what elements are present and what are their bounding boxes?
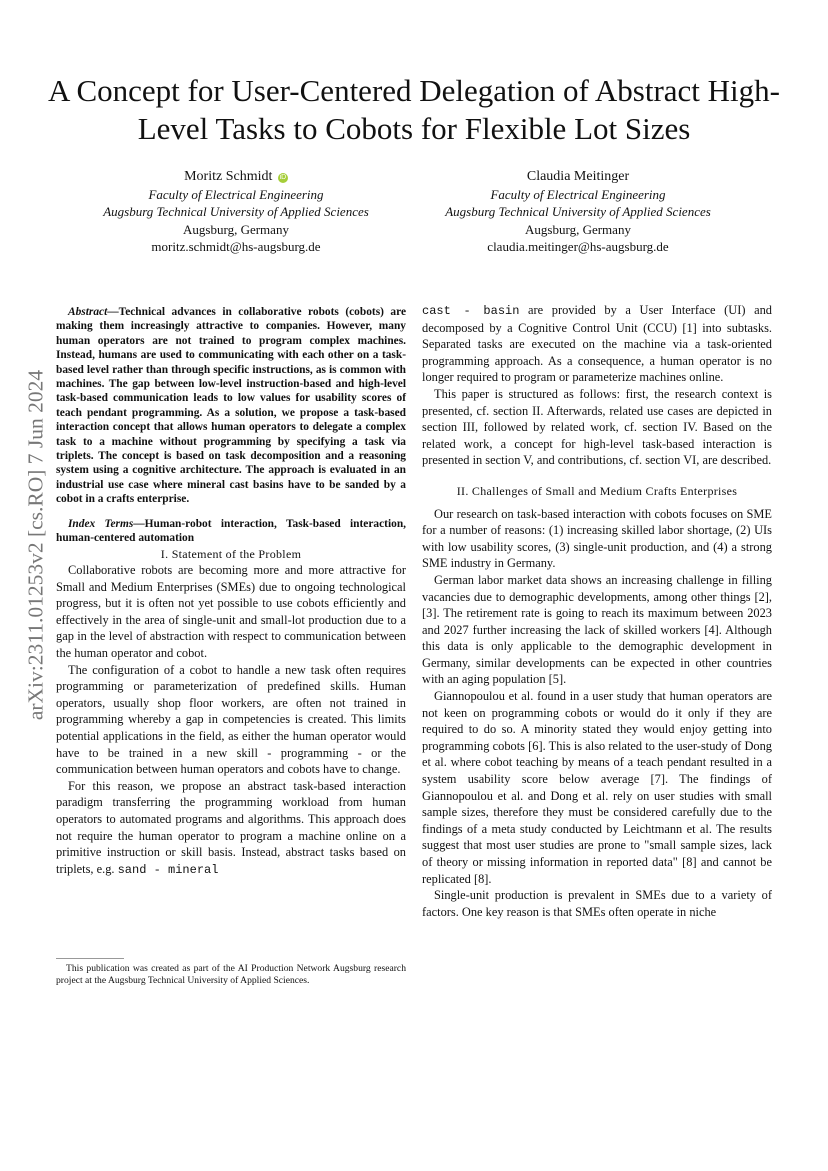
paragraph: German labor market data shows an increasing challenge in filling vacancies due to demographic developments, among other things [2], [3]. The retirement rate is going to reach its maximum between 2023 and 2027 further increasing the lack of skilled workers [4]. Although this data is only applicable to the demographic development in Germany, similar developments can be expected in other countries with an aging population [5]. [422, 572, 772, 687]
paragraph: For this reason, we propose an abstract task-based interaction paradigm transferring the programming workload from human operators to automated programs and algorithms. This approach does not require the human operator to program a machine online on a primitive instruction or skill basis. Instead, abstract tasks based on triplets, e.g. sand - mineral [56, 778, 406, 877]
abstract-label: Abstract [68, 306, 108, 318]
paragraph: Collaborative robots are becoming more and more attractive for Small and Medium Enterprises (SMEs) due to ongoing technological progress, but it is often not yet possible to use cobots efficiently and effectively in the area of single-unit and small-lot production due to a gap in the level of abstraction with respect to communication between the human operator and cobot. [56, 563, 406, 661]
paragraph: This paper is structured as follows: first, the research context is presented, cf. section II. Afterwards, related use cases are depicted in section III, followed by related work, cf. section IV. Based on the related work, a concept for high-level task-based interaction is presented in section V, and contributions, cf. section VI, are described. [422, 386, 772, 468]
author-location: Augsburg, Germany [525, 221, 631, 237]
index-terms-label: Index Terms [68, 517, 134, 530]
author-institution: Augsburg Technical University of Applied Sciences [445, 204, 711, 219]
footnote: This publication was created as part of the AI Production Network Augsburg research project at the Augsburg Technical University of Applied Sciences. [56, 963, 406, 986]
paragraph: Our research on task-based interaction with cobots focuses on SME for a number of reasons: (1) increasing skilled labor shortage, (2) UIs with low usability scores, (3) single-unit production, and (4) a strong SME industry in Germany. [422, 506, 772, 571]
author-email[interactable]: moritz.schmidt@hs-augsburg.de [151, 239, 321, 254]
author-department: Faculty of Electrical Engineering [490, 186, 666, 202]
abstract-text: —Technical advances in collaborative robots (cobots) are making them increasingly attractive to companies. However, many human operators are not trained to program complex machines. Instead, humans are used to communicating with each other on a task-based level rather than through specific instructions, as is common with machines. The gap between low-level instruction-based and high-level task-based communication leads to low values for usability scores of teach pendant programming. As a solution, we propose a task-based interaction concept that allows human operators to delegate a complex task to a machine without programming by specifying a task via triplets. The concept is based on task decomposition and a reasoning system using a cognitive architecture. The approach is evaluated in an industrial use case where mineral cast basins have to be sanded by a cobot in a crafts enterprise. [56, 306, 406, 506]
arxiv-id-text: arXiv:2311.01253v2 [cs.RO] 7 Jun 2024 [23, 369, 48, 721]
author-email[interactable]: claudia.meitinger@hs-augsburg.de [487, 239, 669, 254]
author-block-2 [398, 168, 758, 256]
code-snippet: sand - mineral [117, 862, 219, 877]
author-name: Claudia Meitinger [526, 169, 630, 184]
index-terms-text: —Human-robot interaction, Task-based interaction, human-centered automation [56, 517, 406, 545]
code-snippet: cast - basin [422, 304, 520, 318]
author-block-1 [56, 168, 416, 256]
section-heading: I. Statement of the Problem [160, 546, 302, 561]
index-terms [56, 517, 406, 546]
author-department: Faculty of Electrical Engineering [148, 186, 324, 202]
paragraph: cast - basin are provided by a User Interface (UI) and decomposed by a Cognitive Control Unit (CCU) [1] into subtasks. Separated tasks are executed on the machine via a task-oriented programming approach. As a consequence, a human operator is no longer required to program or parameterize machines online. [422, 303, 772, 385]
paragraph: Single-unit production is prevalent in SMEs due to a variety of factors. One key reason is that SMEs often operate in niche [422, 888, 772, 919]
abstract [56, 305, 406, 507]
footnote-rule [56, 958, 124, 959]
paragraph: Giannopoulou et al. found in a user study that human operators are not keen on programming cobots or would do it only if they are required to do so. A minority stated they would enjoy getting into programming cobots [6]. This is also related to the user-study of Dong et al. where cobot teaching by means of a teach pendant resulted in a system usability score below average [7]. The findings of Giannopoulou et al. and Dong et al. rely on user studies with small sample sizes, therefore they must be considered carefully due to the findings of a meta study conducted by Leichtmann et al. The results suggest that most user studies are prone to "small sample sizes, lack of theory or missing information in reported data" [8] and cannot be replicated [8]. [422, 689, 772, 886]
section-heading: II. Challenges of Small and Medium Crafts Enterprises [456, 483, 738, 498]
author-location: Augsburg, Germany [183, 221, 289, 237]
paragraph: The configuration of a cobot to handle a new task often requires programming or parameterization of predefined skills. Human operators, usually shop floor workers, are often not trained in programming whereby a gap in competencies is created. This limits potential applications in the field, as either the human operator would have to be trained in a new skill - programming - or the communication between human operators and cobots have to change. [56, 662, 406, 777]
orcid-icon[interactable]: iD [279, 174, 287, 181]
paper-title: A Concept for User-Centered Delegation of Abstract High-Level Tasks to Cobots for Flexible Lot Sizes [48, 73, 780, 146]
left-column [56, 305, 406, 878]
author-institution: Augsburg Technical University of Applied Sciences [103, 204, 369, 219]
author-name: Moritz Schmidt iD [184, 169, 287, 184]
right-column [422, 302, 772, 920]
